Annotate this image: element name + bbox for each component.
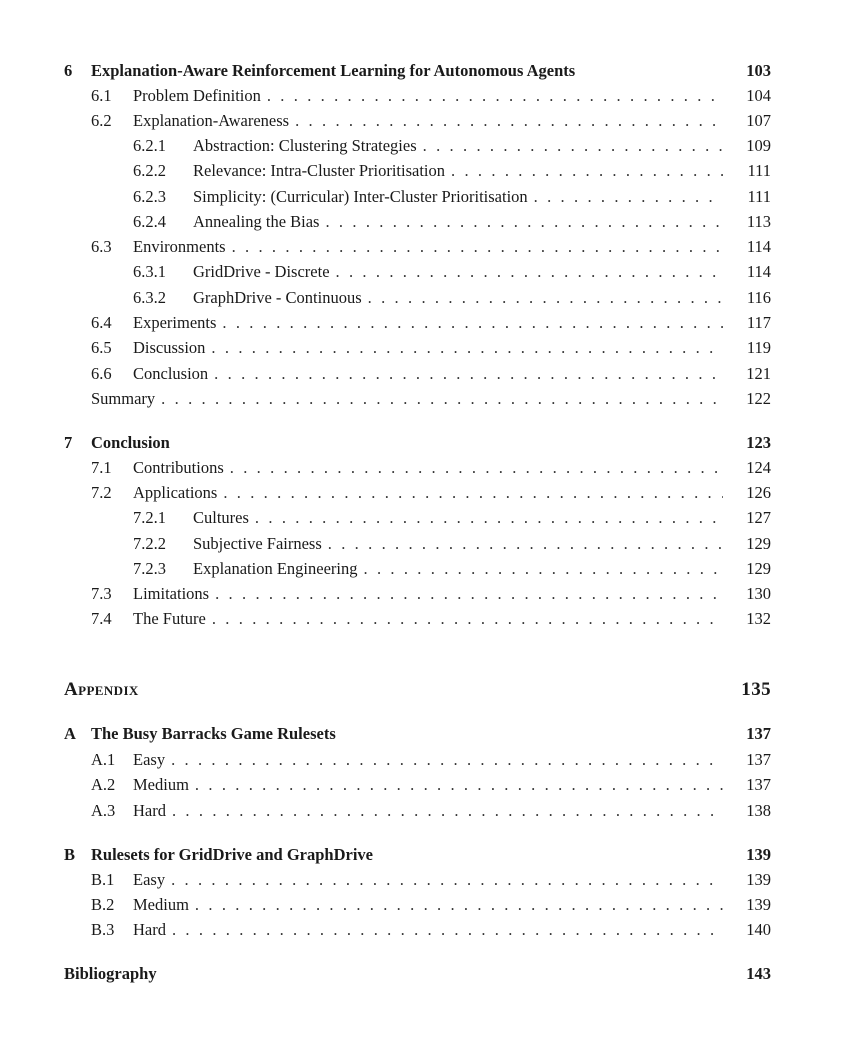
page-number: 143: [746, 964, 771, 983]
section-number: B.3: [91, 920, 115, 939]
page-number: 126: [746, 483, 771, 502]
toc-entry-7-4[interactable]: [64, 607, 771, 631]
section-title: Easy: [133, 870, 166, 889]
toc-entry-6-1[interactable]: [64, 84, 771, 108]
section-title: Medium: [133, 895, 189, 914]
page-number: 122: [746, 389, 771, 408]
section-number: B.2: [91, 895, 115, 914]
toc-entry-6-2-2[interactable]: [64, 159, 771, 183]
toc-entry-6-2-3[interactable]: [64, 185, 771, 209]
toc-entry-b-1[interactable]: [64, 868, 771, 892]
section-title: Easy: [133, 750, 166, 769]
toc-entry-6-3[interactable]: [64, 235, 771, 259]
toc-appendix-b[interactable]: [64, 843, 771, 867]
section-number: 7.4: [91, 609, 112, 628]
chapter-title: Explanation-Aware Reinforcement Learning for Autonomous Agents: [91, 61, 576, 80]
toc-entry-b-2[interactable]: [64, 893, 771, 917]
subsection-number: 7.2.3: [133, 559, 166, 578]
leader-dots: [295, 109, 723, 133]
section-title: Explanation-Awareness: [133, 111, 290, 130]
leader-dots: [172, 918, 723, 942]
subsection-number: 7.2.2: [133, 534, 166, 553]
toc-entry-6-summary[interactable]: [64, 387, 771, 411]
section-title: Hard: [133, 920, 166, 939]
toc-chapter-7[interactable]: [64, 431, 771, 455]
leader-dots: [336, 260, 723, 284]
section-number: A.3: [91, 801, 116, 820]
page-number: 123: [746, 433, 771, 452]
page-number: 109: [746, 136, 771, 155]
page-number: 129: [746, 559, 771, 578]
leader-dots: [212, 607, 723, 631]
page-number: 139: [746, 870, 771, 889]
page-number: 132: [746, 609, 771, 628]
page-number: 127: [746, 508, 771, 527]
leader-dots: [368, 286, 723, 310]
subsection-title: Cultures: [193, 508, 249, 527]
leader-dots: [161, 387, 723, 411]
chapter-number: A: [64, 724, 76, 743]
page-number: 113: [746, 212, 771, 231]
section-title: Problem Definition: [133, 86, 261, 105]
subsection-title: GridDrive - Discrete: [193, 262, 330, 281]
toc-entry-a-3[interactable]: [64, 799, 771, 823]
leader-dots: [211, 336, 723, 360]
part-title: Appendix: [64, 679, 139, 700]
section-title: The Future: [133, 609, 206, 628]
page-number: 119: [746, 338, 771, 357]
toc-entry-7-3[interactable]: [64, 582, 771, 606]
section-title: Environments: [133, 237, 226, 256]
page-number: 138: [746, 801, 771, 820]
subsection-number: 6.3.1: [133, 262, 166, 281]
chapter-title: Rulesets for GridDrive and GraphDrive: [91, 845, 374, 864]
leader-dots: [195, 893, 723, 917]
leader-dots: [423, 134, 723, 158]
subsection-number: 7.2.1: [133, 508, 166, 527]
toc-entry-b-3[interactable]: [64, 918, 771, 942]
page-number: 137: [746, 775, 771, 794]
toc-entry-7-2-3[interactable]: [64, 557, 771, 581]
page-number: 139: [746, 845, 771, 864]
leader-dots: [232, 235, 723, 259]
page-number: 135: [741, 679, 771, 700]
page-number: 124: [746, 458, 771, 477]
toc-entry-6-2-1[interactable]: [64, 134, 771, 158]
page-number: 137: [746, 750, 771, 769]
toc-chapter-6[interactable]: [64, 59, 771, 83]
section-title: Conclusion: [133, 364, 209, 383]
leader-dots: [195, 773, 723, 797]
toc-entry-6-2[interactable]: [64, 109, 771, 133]
leader-dots: [171, 868, 723, 892]
subsection-number: 6.3.2: [133, 288, 166, 307]
subsection-title: Relevance: Intra-Cluster Prioritisation: [193, 161, 446, 180]
leader-dots: [364, 557, 724, 581]
subsection-title: Subjective Fairness: [193, 534, 322, 553]
subsection-number: 6.2.4: [133, 212, 166, 231]
section-number: 6.1: [91, 86, 112, 105]
toc-entry-7-1[interactable]: [64, 456, 771, 480]
section-number: 7.3: [91, 584, 112, 603]
chapter-title: The Busy Barracks Game Rulesets: [91, 724, 336, 743]
bibliography-title: Bibliography: [64, 964, 157, 983]
page-number: 111: [747, 187, 771, 206]
subsection-title: Explanation Engineering: [193, 559, 358, 578]
page-number: 111: [747, 161, 771, 180]
section-number: 7.1: [91, 458, 112, 477]
leader-dots: [223, 481, 723, 505]
page-number: 137: [746, 724, 771, 743]
toc-entry-7-2-2[interactable]: [64, 532, 771, 556]
page-number: 103: [746, 61, 771, 80]
section-title: Discussion: [133, 338, 206, 357]
leader-dots: [451, 159, 723, 183]
page-number: 139: [746, 895, 771, 914]
section-number: 6.2: [91, 111, 112, 130]
toc-entry-6-3-1[interactable]: [64, 260, 771, 284]
leader-dots: [325, 210, 723, 234]
page-number: 130: [746, 584, 771, 603]
chapter-number: 7: [64, 433, 73, 452]
toc-appendix-a[interactable]: [64, 722, 771, 746]
section-number: A.1: [91, 750, 116, 769]
toc-entry-6-4[interactable]: [64, 311, 771, 335]
subsection-number: 6.2.3: [133, 187, 166, 206]
section-number: 7.2: [91, 483, 112, 502]
toc-entry-a-1[interactable]: [64, 748, 771, 772]
leader-dots: [214, 362, 723, 386]
leader-dots: [172, 799, 723, 823]
page-number: 107: [746, 111, 771, 130]
section-number: B.1: [91, 870, 115, 889]
subsection-number: 6.2.2: [133, 161, 166, 180]
leader-dots: [255, 506, 723, 530]
toc-entry-6-3-2[interactable]: [64, 286, 771, 310]
leader-dots: [534, 185, 723, 209]
toc-entry-6-5[interactable]: [64, 336, 771, 360]
section-number: 6.6: [91, 364, 112, 383]
toc-entry-7-2-1[interactable]: [64, 506, 771, 530]
subsection-number: 6.2.1: [133, 136, 166, 155]
page-number: 104: [746, 86, 771, 105]
page-number: 140: [746, 920, 771, 939]
section-title: Experiments: [133, 313, 217, 332]
section-title: Applications: [133, 483, 218, 502]
chapter-title: Conclusion: [91, 433, 170, 452]
chapter-number: B: [64, 845, 76, 864]
section-title: Contributions: [133, 458, 224, 477]
subsection-title: Simplicity: (Curricular) Inter-Cluster Prioritisation: [193, 187, 528, 206]
chapter-number: 6: [64, 61, 73, 80]
page-number: 116: [746, 288, 771, 307]
toc-entry-6-2-4[interactable]: [64, 210, 771, 234]
section-number: A.2: [91, 775, 116, 794]
leader-dots: [267, 84, 723, 108]
page-number: 114: [746, 237, 771, 256]
page-number: 129: [746, 534, 771, 553]
section-title: Hard: [133, 801, 166, 820]
leader-dots: [328, 532, 723, 556]
section-title: Summary: [91, 389, 156, 408]
leader-dots: [171, 748, 723, 772]
leader-dots: [230, 456, 723, 480]
page-number: 121: [746, 364, 771, 383]
section-title: Limitations: [133, 584, 210, 603]
section-number: 6.4: [91, 313, 112, 332]
leader-dots: [222, 311, 723, 335]
section-title: Medium: [133, 775, 189, 794]
subsection-title: Abstraction: Clustering Strategies: [193, 136, 417, 155]
section-number: 6.5: [91, 338, 112, 357]
page-number: 114: [746, 262, 771, 281]
toc-bibliography[interactable]: [64, 962, 771, 986]
leader-dots: [215, 582, 723, 606]
toc-entry-6-6[interactable]: [64, 362, 771, 386]
toc-entry-7-2[interactable]: [64, 481, 771, 505]
subsection-title: Annealing the Bias: [193, 212, 320, 231]
toc-part-appendix[interactable]: [64, 677, 771, 703]
toc-entry-a-2[interactable]: [64, 773, 771, 797]
section-number: 6.3: [91, 237, 112, 256]
page-number: 117: [746, 313, 771, 332]
subsection-title: GraphDrive - Continuous: [193, 288, 362, 307]
